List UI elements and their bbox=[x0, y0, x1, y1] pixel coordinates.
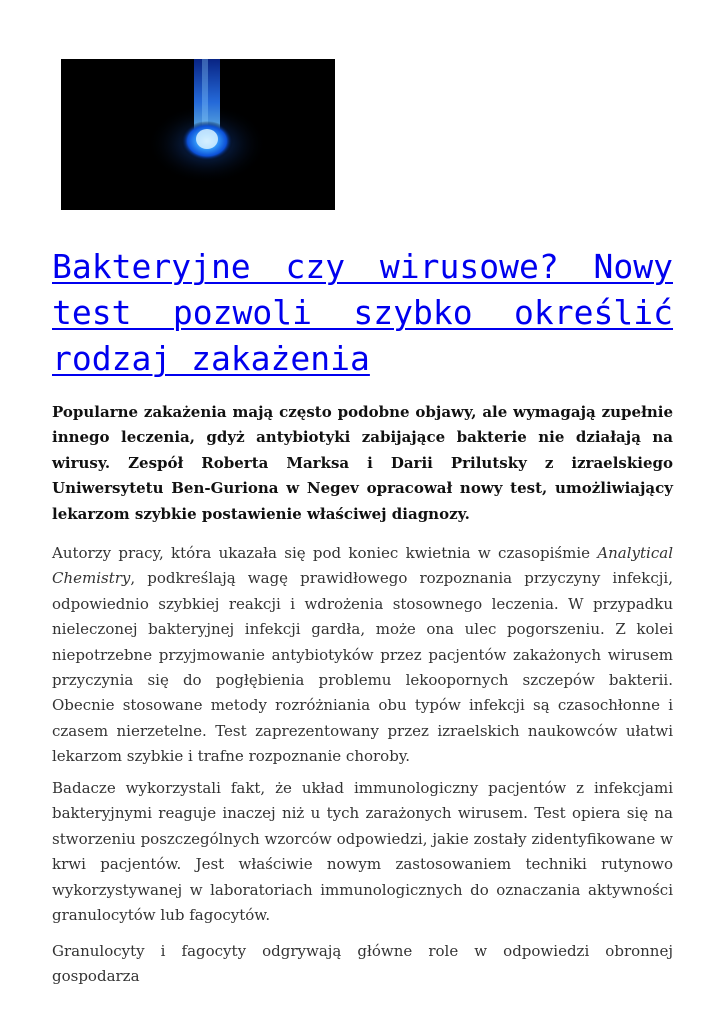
article-title-link[interactable]: Bakteryjne czy wirusowe? Nowy test pozwoli szybko określić rodzaj zakażenia bbox=[52, 247, 673, 378]
article-image bbox=[61, 59, 335, 210]
article-paragraph-3: Granulocyty i fagocyty odgrywają główne role w odpowiedzi obronnej gospodarza bbox=[52, 942, 673, 986]
paragraph-1-text-start: Autorzy pracy, która ukazała się pod koniec kwietnia w czasopiśmie bbox=[52, 544, 598, 562]
article-lead: Popularne zakażenia mają często podobne objawy, ale wymagają zupełnie innego leczenia, gdyż antybiotyki zabijające bakterie nie działają na wirusy. Zespół Roberta Marksa i Darii Prilutsky z izraelskiego Uniwersytetu Ben-Guriona w Negev opracował nowy test, umożliwiający lekarzom szybkie postawienie właściwej diagnozy. bbox=[52, 403, 673, 523]
article-paragraph-2: Badacze wykorzystali fakt, że układ immunologiczny pacjentów z infekcjami bakteryjnymi reaguje inaczej niż u tych zarażonych wirusem. Test opiera się na stworzeniu poszczególnych wzorców odpowiedzi, jakie zostały zidentyfikowane w krwi pacjentów. Jest właściwie nowym zastosowaniem techniki rutynowo wykorzystywanej w laboratoriach immunologicznych do oznaczania aktywności granulocytów lub fagocytów. bbox=[52, 779, 673, 925]
article-paragraph-1 bbox=[52, 541, 673, 770]
journal-name: Analytical Chemistry bbox=[52, 544, 673, 588]
glowing-test-tube-image bbox=[61, 59, 335, 210]
article-title bbox=[52, 244, 673, 382]
paragraph-1-text-end: , podkreślają wagę prawidłowego rozpoznania przyczyny infekcji, odpowiednio szybkiej reakcji i wdrożenia stosownego leczenia. W przypadku nieleczonej bakteryjnej infekcji gardła, może ona ulec pogorszeniu. Z kolei niepotrzebne przyjmowanie antybiotyków przez pacjentów zakażonych wirusem przyczynia się do pogłębienia problemu lekoopornych szczepów bakterii. Obecnie stosowane metody rozróżniania obu typów infekcji są czasochłonne i czasem nierzetelne. Test zaprezentowany przez izraelskich naukowców ułatwi lekarzom szybkie i trafne rozpoznanie choroby. bbox=[52, 569, 673, 766]
